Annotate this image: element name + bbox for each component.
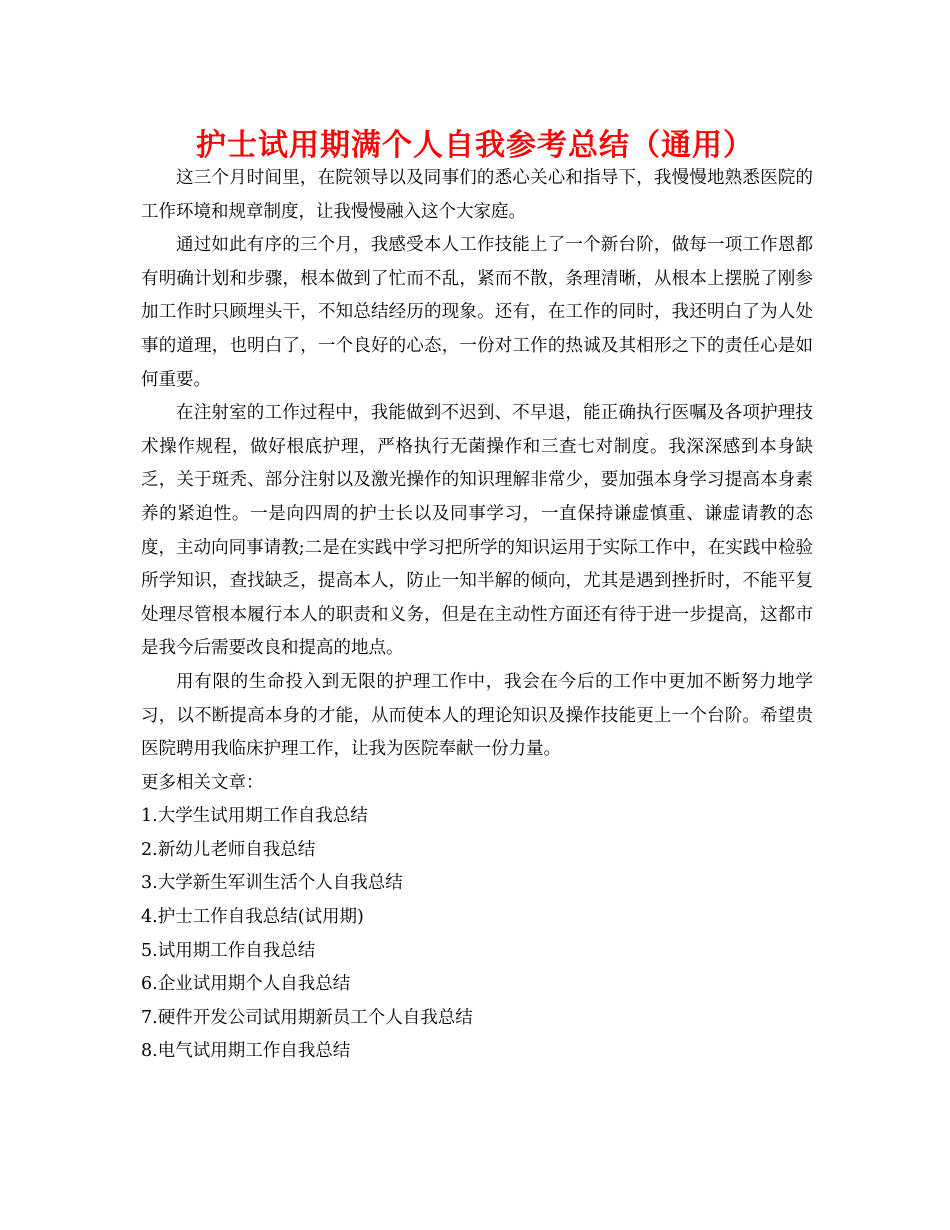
related-article-item: 2.新幼儿老师自我总结 bbox=[141, 839, 316, 860]
document-body bbox=[141, 162, 813, 1069]
related-article-item: 5.试用期工作自我总结 bbox=[141, 940, 316, 961]
document-title: 护士试用期满个人自我参考总结（通用） bbox=[196, 128, 754, 163]
related-articles-heading: 更多相关文章： bbox=[141, 772, 264, 793]
paragraph-1: 这三个月时间里，在院领导以及同事们的悉心关心和指导下，我慢慢地熟悉医院的工作环境和规章制度，让我慢慢融入这个大家庭。 bbox=[141, 168, 813, 222]
paragraph-2: 通过如此有序的三个月，我感受本人工作技能上了一个新台阶，做每一项工作恩都有明确计划和步骤，根本做到了忙而不乱，紧而不散，条理清晰，从根本上摆脱了刚参加工作时只顾埋头干，不知总结经历的现象。还有，在工作的同时，我还明白了为人处事的道理，也明白了，一个良好的心态，一份对工作的热诚及其相形之下的责任心是如何重要。 bbox=[141, 235, 813, 390]
paragraph-4: 用有限的生命投入到无限的护理工作中，我会在今后的工作中更加不断努力地学习，以不断提高本身的才能，从而使本人的理论知识及操作技能更上一个台阶。希望贵医院聘用我临床护理工作，让我为医院奉献一份力量。 bbox=[141, 671, 813, 760]
related-article-item: 1.大学生试用期工作自我总结 bbox=[141, 806, 368, 827]
related-article-item: 6.企业试用期个人自我总结 bbox=[141, 974, 351, 995]
paragraph-3: 在注射室的工作过程中，我能做到不迟到、不早退，能正确执行医嘱及各项护理技术操作规程，做好根底护理，严格执行无菌操作和三查七对制度。我深深感到本身缺乏，关于斑秃、部分注射以及激光操作的知识理解非常少，要加强本身学习提高本身素养的紧迫性。一是向四周的护士长以及同事学习，一直保持谦虚慎重、谦虚请教的态度，主动向同事请教;二是在实践中学习把所学的知识运用于实际工作中，在实践中检验所学知识，查找缺乏，提高本人，防止一知半解的倾向，尤其是遇到挫折时，不能平复处理尽管根本履行本人的职责和义务，但是在主动性方面还有待于进一步提高，这都市是我今后需要改良和提高的地点。 bbox=[141, 403, 813, 659]
related-article-item: 3.大学新生军训生活个人自我总结 bbox=[141, 873, 403, 894]
related-articles-list bbox=[141, 800, 813, 1069]
related-article-item: 8.电气试用期工作自我总结 bbox=[141, 1041, 351, 1062]
related-article-item: 7.硬件开发公司试用期新员工个人自我总结 bbox=[141, 1007, 473, 1028]
related-article-item: 4.护士工作自我总结(试用期) bbox=[141, 907, 364, 928]
